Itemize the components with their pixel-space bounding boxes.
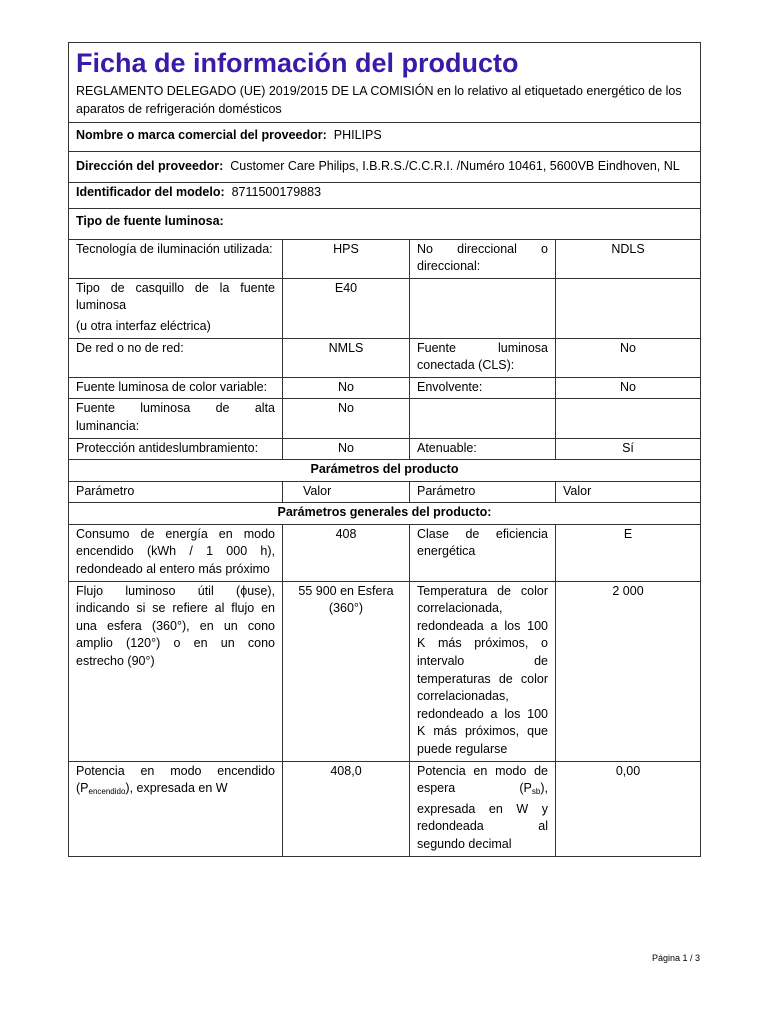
row-label: Fuente luminosa de alta luminancia: [69, 399, 283, 438]
row-label: Clase de eficiencia energética [410, 524, 556, 581]
page-title: Ficha de información del producto [76, 48, 519, 78]
model-row [69, 183, 701, 209]
row-label: Temperatura de color correlacionada, redondeada a los 100 K más próximos, o intervalo de temperaturas de color correlacionadas, redondeado a los 100 K más próximos, que puede regularse [410, 581, 556, 761]
address-label: Dirección del proveedor: [76, 158, 224, 173]
page-number: Página 1 / 3 [651, 953, 700, 963]
row-value: No [556, 377, 701, 399]
column-header: Parámetro [69, 481, 283, 503]
regulation-text: REGLAMENTO DELEGADO (UE) 2019/2015 DE LA COMISIÓN en lo relativo al etiquetado energético de los aparatos de refrigeración domésticos [76, 84, 682, 116]
row-label-suffix: ), expresada en W [125, 781, 228, 796]
row-value: No [283, 438, 410, 460]
light-source-type-label: Tipo de fuente luminosa: [69, 208, 701, 239]
row-label: Consumo de energía en modo encendido (kWh / 1 000 h), redondeado al entero más próximo [69, 524, 283, 581]
info-table [68, 42, 701, 857]
title-row [69, 43, 701, 123]
row-value: No [283, 399, 410, 438]
supplier-value: PHILIPS [333, 128, 382, 143]
general-params-header: Parámetros generales del producto: [69, 503, 701, 525]
row-label: Tipo de casquillo de la fuente luminosa [76, 280, 275, 313]
row-value: No [556, 338, 701, 377]
params-header-row [69, 460, 701, 482]
light-source-type-row [69, 208, 701, 239]
row-value: 0,00 [556, 761, 701, 856]
general-header-row [69, 503, 701, 525]
row-value: HPS [283, 239, 410, 278]
model-label: Identificador del modelo: [76, 185, 225, 200]
column-header-row [69, 481, 701, 503]
row-value [556, 399, 701, 438]
table-row [69, 438, 701, 460]
row-value: 408 [283, 524, 410, 581]
row-label [410, 278, 556, 338]
row-value: No [283, 377, 410, 399]
row-label: No direccional o direccional: [410, 239, 556, 278]
row-value: 55 900 en Esfera (360°) [283, 581, 410, 761]
row-value: Sí [556, 438, 701, 460]
row-label: Protección antideslumbramiento: [69, 438, 283, 460]
row-label: Fuente luminosa conectada (CLS): [410, 338, 556, 377]
table-row [69, 239, 701, 278]
row-value: NDLS [556, 239, 701, 278]
supplier-label: Nombre o marca comercial del proveedor: [76, 128, 327, 143]
row-label: Envolvente: [410, 377, 556, 399]
row-value: 2 000 [556, 581, 701, 761]
address-value: Customer Care Philips, I.B.R.S./C.C.R.I. /Numéro 10461, 5600VB Eindhoven, NL [230, 158, 680, 173]
row-label: Potencia en modo de espera (P [417, 763, 548, 796]
row-value: E40 [283, 278, 410, 338]
table-row [69, 761, 701, 856]
row-value: 408,0 [283, 761, 410, 856]
row-label-note: (u otra interfaz eléctrica) [76, 318, 211, 333]
model-value: 8711500179883 [231, 185, 322, 200]
table-row [69, 524, 701, 581]
column-header: Valor [556, 481, 701, 503]
address-row [69, 151, 701, 183]
supplier-row [69, 123, 701, 152]
subscript: sb [531, 787, 541, 797]
row-label-suffix: ), expresada en W y redondeada al segundo decimal [417, 781, 548, 851]
product-info-sheet [68, 42, 700, 857]
row-label: Flujo luminoso útil (ϕuse), indicando si se refiere al flujo en una esfera (360°), en un cono amplio (120°) o en un cono estrecho (90°) [69, 581, 283, 761]
params-header: Parámetros del producto [69, 460, 701, 482]
row-value [556, 278, 701, 338]
row-value: NMLS [283, 338, 410, 377]
table-row [69, 278, 701, 338]
row-label [410, 399, 556, 438]
row-label: Potencia en modo encendido (P [76, 763, 275, 796]
table-row [69, 581, 701, 761]
row-value: E [556, 524, 701, 581]
table-row [69, 399, 701, 438]
column-header: Parámetro [410, 481, 556, 503]
row-label: De red o no de red: [69, 338, 283, 377]
row-label: Tecnología de iluminación utilizada: [69, 239, 283, 278]
column-header: Valor [283, 481, 410, 503]
row-label: Atenuable: [410, 438, 556, 460]
table-row [69, 377, 701, 399]
subscript: encendido [88, 787, 126, 797]
table-row [69, 338, 701, 377]
row-label: Fuente luminosa de color variable: [69, 377, 283, 399]
